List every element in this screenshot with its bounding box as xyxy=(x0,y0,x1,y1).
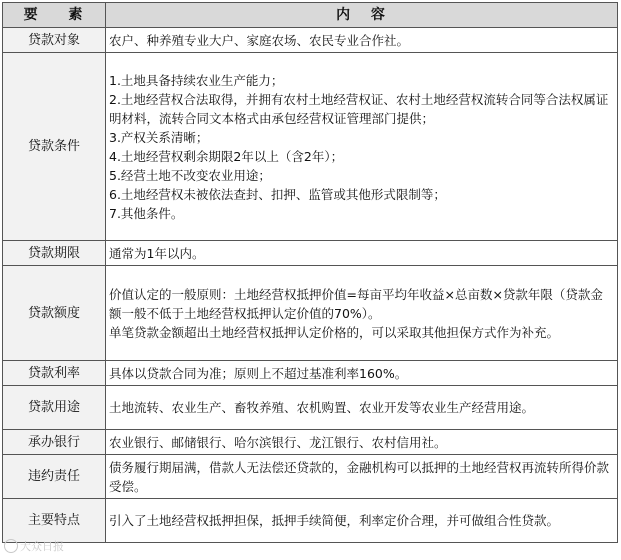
table-row xyxy=(3,53,618,241)
content-line: 具体以贷款合同为准；原则上不超过基准利率160%。 xyxy=(109,365,408,381)
row-label: 贷款额度 xyxy=(3,266,106,361)
table-row xyxy=(3,430,618,455)
loan-info-table xyxy=(2,2,618,543)
header-element: 要 素 xyxy=(3,3,106,28)
row-content xyxy=(106,455,618,499)
watermark-text: 大众日报 xyxy=(20,540,64,553)
table-row xyxy=(3,386,618,430)
table-row xyxy=(3,241,618,266)
table-row xyxy=(3,455,618,499)
row-label: 贷款用途 xyxy=(3,386,106,430)
row-content xyxy=(106,361,618,386)
table-row xyxy=(3,499,618,543)
table-row xyxy=(3,266,618,361)
row-label: 主要特点 xyxy=(3,499,106,543)
table-row xyxy=(3,28,618,53)
content-line: 单笔贷款金额超出土地经营权抵押认定价格的，可以采取其他担保方式作为补充。 xyxy=(109,324,560,340)
table-header-row xyxy=(3,3,618,28)
watermark xyxy=(4,538,64,554)
row-content xyxy=(106,430,618,455)
content-line: 债务履行期届满，借款人无法偿还贷款的，金融机构可以抵押的土地经营权再流转所得价款受偿。 xyxy=(109,459,610,494)
content-line: 引入了土地经营权抵押担保，抵押手续简便，利率定价合理，并可做组合性贷款。 xyxy=(109,513,560,528)
content-line: 价值认定的一般原则：土地经营权抵押价值=每亩平均年收益×总亩数×贷款年限（贷款金额一般不低于土地经营权抵押认定价值的70%）。 xyxy=(109,286,603,321)
content-line: 3.产权关系清晰； xyxy=(109,129,209,145)
row-label: 贷款利率 xyxy=(3,361,106,386)
row-content xyxy=(106,53,618,241)
row-content xyxy=(106,28,618,53)
row-label: 贷款条件 xyxy=(3,53,106,241)
row-content xyxy=(106,241,618,266)
content-line: 农户、种养殖专业大户、家庭农场、农民专业合作社。 xyxy=(109,32,410,48)
content-line: 2.土地经营权合法取得，并拥有农村土地经营权证、农村土地经营权流转合同等合法权属证明材料，流转合同文本格式由承包经营权证管理部门提供； xyxy=(109,91,609,126)
content-line: 农业银行、邮储银行、哈尔滨银行、龙江银行、农村信用社。 xyxy=(109,434,447,450)
row-content xyxy=(106,386,618,430)
row-label: 承办银行 xyxy=(3,430,106,455)
watermark-logo-icon xyxy=(4,539,18,553)
header-content: 内 容 xyxy=(106,3,618,28)
row-content xyxy=(106,499,618,543)
content-line: 土地流转、农业生产、畜牧养殖、农机购置、农业开发等农业生产经营用途。 xyxy=(109,400,535,415)
content-line: 4.土地经营权剩余期限2年以上（含2年）； xyxy=(109,148,344,164)
content-line: 5.经营土地不改变农业用途； xyxy=(109,167,271,183)
content-line: 6.土地经营权未被依法查封、扣押、监管或其他形式限制等； xyxy=(109,186,446,202)
row-content xyxy=(106,266,618,361)
row-label: 违约责任 xyxy=(3,455,106,499)
content-line: 7.其他条件。 xyxy=(109,205,184,221)
row-label: 贷款对象 xyxy=(3,28,106,53)
content-line: 通常为1年以内。 xyxy=(109,245,205,261)
table-row xyxy=(3,361,618,386)
table-body xyxy=(3,28,618,543)
content-line: 1.土地具备持续农业生产能力； xyxy=(109,72,284,88)
row-label: 贷款期限 xyxy=(3,241,106,266)
